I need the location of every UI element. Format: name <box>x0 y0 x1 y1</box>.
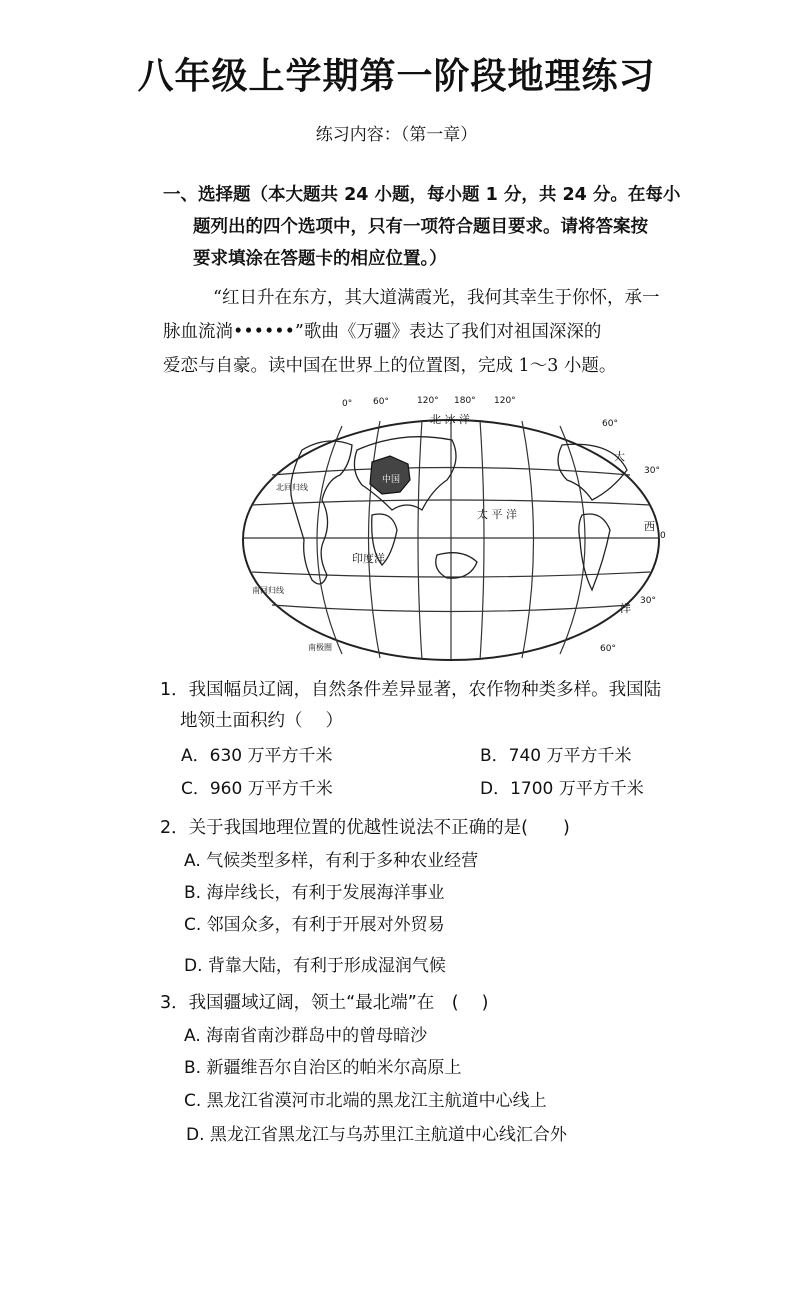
antarctic-circle-label: 南极圈 <box>308 643 332 652</box>
question-1-option-a[interactable]: A．630 万平方千米 <box>181 746 333 766</box>
question-3-stem: 3．我国疆域辽阔，领土“最北端”在 ( ) <box>160 993 489 1013</box>
question-2-stem: 2．关于我国地理位置的优越性说法不正确的是( ) <box>160 818 570 838</box>
intro-line2: 脉血流淌••••••”歌曲《万疆》表达了我们对祖国深深的 <box>163 322 602 342</box>
tropic-north-label: 北回归线 <box>276 483 308 492</box>
question-2-option-a[interactable]: A. 气候类型多样，有利于多种农业经营 <box>184 851 479 871</box>
china-label: 中国 <box>382 475 401 485</box>
right-label-yang: 洋 <box>620 602 631 615</box>
page-title: 八年级上学期第一阶段地理练习 <box>137 56 656 97</box>
question-1-option-d[interactable]: D．1700 万平方千米 <box>480 779 644 799</box>
question-2-option-c[interactable]: C. 邻国众多，有利于开展对外贸易 <box>184 915 445 935</box>
page-subtitle: 练习内容：（第一章） <box>315 125 478 145</box>
question-3-option-d[interactable]: D. 黑龙江省黑龙江与乌苏里江主航道中心线汇合外 <box>186 1125 567 1145</box>
lat-label-30s: 30° <box>640 596 656 606</box>
world-map-svg <box>232 390 670 668</box>
question-3-option-b[interactable]: B. 新疆维吾尔自治区的帕米尔高原上 <box>184 1058 462 1078</box>
indian-ocean-label: 印度洋 <box>352 552 385 565</box>
question-2-option-b[interactable]: B. 海岸线长，有利于发展海洋事业 <box>184 883 445 903</box>
question-1-option-c[interactable]: C．960 万平方千米 <box>181 779 333 799</box>
arctic-ocean-label: 北 冰 洋 <box>430 413 470 426</box>
right-label-da: 大 <box>614 450 625 463</box>
lon-label-180: 180° <box>454 396 476 406</box>
question-2-option-d[interactable]: D. 背靠大陆，有利于形成湿润气候 <box>184 956 446 976</box>
section-heading-line2: 题列出的四个选项中，只有一项符合题目要求。请将答案按 <box>193 217 648 237</box>
pacific-label: 太 平 洋 <box>477 508 517 521</box>
intro-line3: 爱恋与自豪。读中国在世界上的位置图，完成 1～3 小题。 <box>163 356 617 376</box>
lon-label-120w: 120° <box>494 396 516 406</box>
lat-label-30n: 30° <box>644 466 660 476</box>
lat-label-0: 0 <box>660 531 666 541</box>
section-heading-line3: 要求填涂在答题卡的相应位置。） <box>193 249 447 269</box>
lat-label-60n: 60° <box>602 419 618 429</box>
question-3-option-a[interactable]: A. 海南省南沙群岛中的曾母暗沙 <box>184 1026 428 1046</box>
question-1-option-b[interactable]: B．740 万平方千米 <box>480 746 632 766</box>
lon-label-0: 0° <box>342 399 353 409</box>
lat-label-60s: 60° <box>600 644 616 654</box>
question-3-option-c[interactable]: C. 黑龙江省漠河市北端的黑龙江主航道中心线上 <box>184 1091 547 1111</box>
lon-label-60: 60° <box>373 397 389 407</box>
world-map-figure <box>232 390 670 668</box>
lon-label-120: 120° <box>417 396 439 406</box>
tropic-south-label: 南回归线 <box>252 586 284 595</box>
right-label-xi: 西 <box>644 520 655 533</box>
intro-line1: “红日升在东方，其大道满霞光，我何其幸生于你怀，承一 <box>213 288 660 308</box>
question-1-stem-line1: 1．我国幅员辽阔，自然条件差异显著，农作物种类多样。我国陆 <box>160 680 662 700</box>
question-1-stem-line2: 地领土面积约（ ） <box>180 711 344 731</box>
section-heading-line1: 一、选择题（本大题共 24 小题，每小题 1 分，共 24 分。在每小 <box>163 185 681 205</box>
